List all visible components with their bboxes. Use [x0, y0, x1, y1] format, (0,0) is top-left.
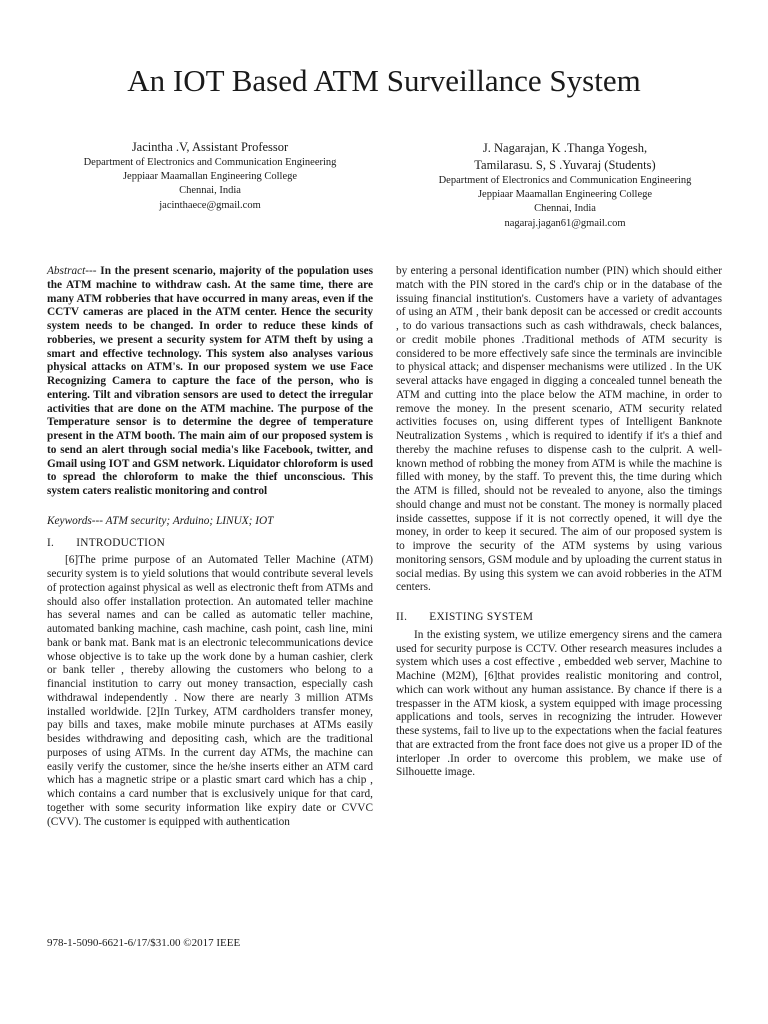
abstract [47, 265, 373, 499]
abstract-text: In the present scenario, majority of the population uses the ATM machine to withdraw cash. At the same time, there are many ATM robberies that have occurred in many areas, even if the CCTV cameras are placed in the ATM center. Hence the security system needs to be changed. In order to reduce these kinds of robberies, we present a security system for ATM theft by using a smart and effective technology. This system also analyses various physical attacks on ATM's. In our proposed system we use Face Recognizing Camera to capture the face of the person, who is entering. Tilt and vibration sensors are used to detect the irregular activities that are done on the ATM machine. The purpose of the Temperature sensor is to determine the degree of temperature present in the ATM booth. The main aim of our proposed system is to send an alert through social media's like Facebook, twitter, and Gmail using IOT and GSM network. Liquidator chloroform is used to spread the chloroform to make the thief unconscious. This system caters realistic monitoring and control [47, 265, 373, 497]
introduction-paragraph-continued: by entering a personal identification number (PIN) which should either match with the PIN stored in the card's chip or in the database of the issuing financial institution's. Customers have a variety of advantages of using an ATM , their bank deposit can be accessed or credit accounts , to do various transactions such as cash withdrawals, check balances, or credit mobile phones .Traditional methods of ATM security is considered to be more effectively safe since the terminals are invincible to physical attack; and dispenser mechanisms were utilized . In the UK several attacks have engaged in digging a concealed tunnel beneath the ATM and cutting into the place below the ATM machine, in order to remove the money. In the present scenario, ATM security related activities focuses on, using different types of Intelligent Banknote Neutralization Systems , which is required to identify if it's a thief and thereby the machine refuses to dispense cash to the culprit. A well-known method of robbing the money from ATM is while the machine is filled with money, by the staff. To prevent this, the time during which the ATM is filled, should not be revealed to anyone, also the timings should change and must not be constant. The money is normally placed inside cassettes, suppose if it is not correctly opened, it will dye the money, in order to keep it secured. The aim of our proposed system is to improve the security of the ATM systems by using various monitoring sensors, GSM module and by uploading the current status in social medias. By using this system we can avoid robberies in the ATM centers. [396, 265, 723, 594]
section-number: I. [47, 536, 55, 549]
author-college: Jeppiaar Maamallan Engineering College [122, 171, 298, 183]
section-title: INTRODUCTION [76, 536, 166, 549]
section-heading-introduction [47, 537, 373, 551]
left-column [47, 265, 373, 829]
author-names-line2: Tamilarasu. S, S .Yuvaraj (Students) [474, 158, 656, 172]
author-email: jacinthaece@gmail.com [159, 199, 261, 211]
keywords: Keywords--- ATM security; Arduino; LINUX; IOT [47, 514, 274, 527]
author-location: Chennai, India [534, 203, 596, 215]
author-name: Jacintha .V, Assistant Professor [131, 140, 289, 154]
author-block-left [40, 139, 380, 213]
section-number: II. [396, 611, 408, 623]
author-college: Jeppiaar Maamallan Engineering College [477, 189, 653, 201]
right-column [396, 265, 722, 780]
author-block-right [380, 140, 750, 231]
author-email: nagaraj.jagan61@gmail.com [504, 217, 626, 229]
author-names-line1: J. Nagarajan, K .Thanga Yogesh, [482, 141, 648, 155]
section-heading-existing-system [396, 611, 722, 625]
copyright-footer: 978-1-5090-6621-6/17/$31.00 ©2017 IEEE [47, 937, 241, 949]
introduction-paragraph: [6]The prime purpose of an Automated Teller Machine (ATM) security system is to yield solutions that would contribute several levels of protection against physical as well as electronic theft from ATMs and should also offer installation protection. An automated teller machine has several names and can be called as automatic teller machine, automated banking machine, cash machine, cash point, cash line, mini bank or bank mat. Bank mat is an electronic telecommunications device whose objective is to take up the work done by a human cashier, clerk or bank teller , thereby allowing the customers who belong to a financial institution to carry out money transaction, especially cash withdrawal independently . Now there are nearly 3 million ATMs installed worldwide. [2]In Turkey, ATM cardholders transfer money, pay bills and taxes, make mobile minute purchases at ATMs easily besides withdrawing and depositing cash, which are the traditional purposes of using ATMs. In the current day ATMs, the machine can easily verify the customer, since the he/she inserts either an ATM card which has a magnetic stripe or a plastic smart card which has a chip , which contains a card number that is exclusively unique for that card, together with some security information like expiry date or CVVC (CVV). The customer is equipped with authentication [47, 554, 373, 828]
author-department: Department of Electronics and Communication Engineering [438, 175, 692, 186]
paper-title: An IOT Based ATM Surveillance System [127, 63, 641, 98]
existing-system-paragraph: In the existing system, we utilize emergency sirens and the camera used for security purpose is CCTV. Other research measures includes a system which uses a cost effective , embedded web server, Machine to Machine (M2M), [6]that provides realistic monitoring and control, which can work without any human assistance. By chance if there is a trespasser in the ATM kiosk, a system equipped with image processing applications and tools, serves in recognizing the intruder. However these systems, fail to live up to the expectations when the facial features that are extracted from the front face does not give us a proper ID of the interloper .In order to overcome this problem, we make use of Silhouette image. [396, 628, 722, 779]
author-location: Chennai, India [179, 185, 241, 197]
abstract-lead: Abstract--- [47, 265, 97, 277]
author-department: Department of Electronics and Communication Engineering [83, 157, 337, 168]
section-title: EXISTING SYSTEM [429, 611, 534, 623]
